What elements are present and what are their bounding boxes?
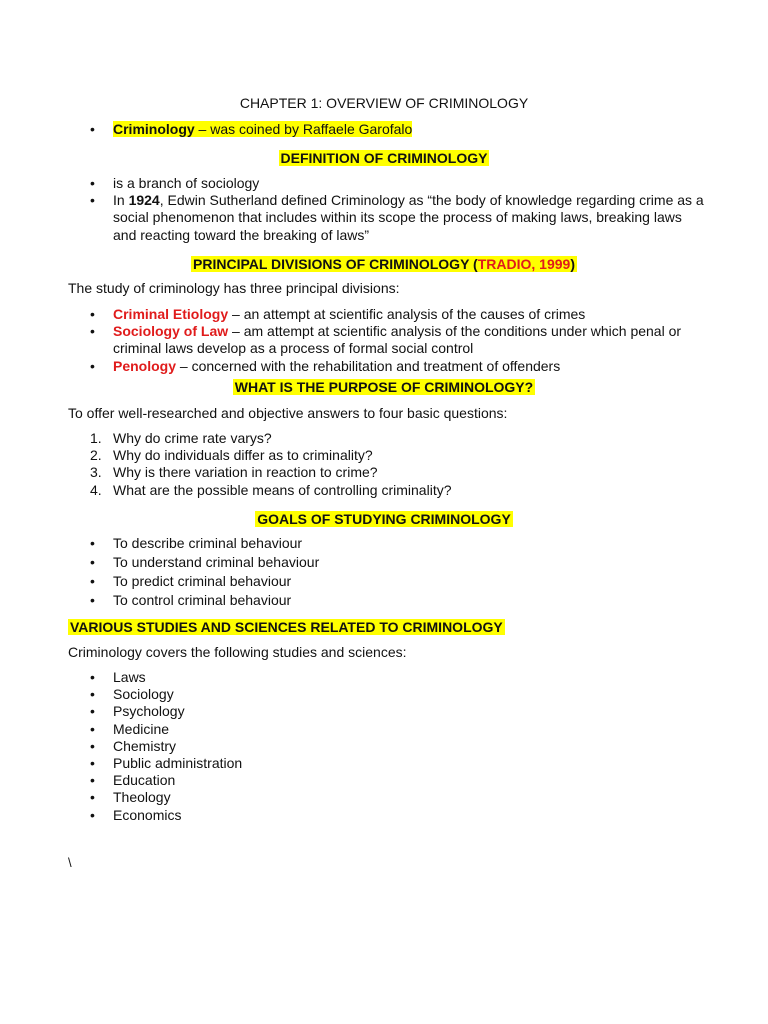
- study-item: • Chemistry: [68, 738, 708, 755]
- study-item: • Laws: [68, 669, 708, 686]
- intro-term: Criminology: [113, 121, 195, 137]
- intro-text: – was coined by Raffaele Garofalo: [194, 121, 413, 137]
- goal-item: • To predict criminal behaviour: [68, 572, 708, 591]
- studies-heading: VARIOUS STUDIES AND SCIENCES RELATED TO CRIMINOLOGY: [70, 619, 503, 635]
- study-item: • Economics: [68, 807, 708, 824]
- purpose-intro: To offer well-researched and objective answers to four basic questions:: [68, 405, 508, 421]
- divisions-heading: PRINCIPAL DIVISIONS OF CRIMINOLOGY (TRADIO, 1999): [193, 256, 575, 272]
- division-item: • Criminal Etiology – an attempt at scientific analysis of the causes of crimes: [68, 306, 708, 323]
- purpose-heading: WHAT IS THE PURPOSE OF CRIMINOLOGY?: [234, 379, 534, 395]
- division-item: • Sociology of Law – am attempt at scientific analysis of the conditions under which penal or criminal laws develop as a process of formal social control: [68, 323, 708, 357]
- studies-intro: Criminology covers the following studies and sciences:: [68, 644, 407, 660]
- goals-list: [68, 534, 708, 610]
- intro-list: [68, 121, 708, 138]
- list-item: • is a branch of sociology: [68, 175, 708, 192]
- divisions-list: [68, 306, 708, 375]
- divisions-citation: TRADIO, 1999: [477, 256, 571, 272]
- study-item: • Sociology: [68, 686, 708, 703]
- study-item: • Theology: [68, 789, 708, 806]
- page-title: CHAPTER 1: OVERVIEW OF CRIMINOLOGY: [239, 95, 529, 111]
- goals-heading: GOALS OF STUDYING CRIMINOLOGY: [257, 511, 511, 527]
- study-item: • Education: [68, 772, 708, 789]
- question-item: 4. What are the possible means of controlling criminality?: [90, 481, 452, 498]
- study-item: • Medicine: [68, 721, 708, 738]
- goal-item: • To describe criminal behaviour: [68, 534, 708, 553]
- studies-list: [68, 669, 708, 824]
- question-item: 2. Why do individuals differ as to criminality?: [90, 447, 373, 464]
- list-item: [68, 121, 708, 138]
- question-item: 3. Why is there variation in reaction to crime?: [90, 464, 378, 481]
- purpose-questions: [68, 430, 708, 499]
- question-item: 1. Why do crime rate varys?: [90, 430, 272, 446]
- divisions-intro: The study of criminology has three principal divisions:: [68, 280, 400, 296]
- study-item: • Public administration: [68, 755, 708, 772]
- division-item: • Penology – concerned with the rehabilitation and treatment of offenders: [68, 358, 708, 375]
- trailing-mark: \: [68, 855, 72, 870]
- study-item: • Psychology: [68, 703, 708, 720]
- definition-heading: DEFINITION OF CRIMINOLOGY: [280, 150, 488, 166]
- goal-item: • To understand criminal behaviour: [68, 553, 708, 572]
- definition-year: 1924: [128, 192, 160, 209]
- list-item: • In 1924, Edwin Sutherland defined Criminology as “the body of knowledge regarding crime as a social phenomenon that includes within its scope the process of making laws, breaking laws and reacting toward the breaking of laws”: [68, 192, 708, 244]
- definition-list: [68, 175, 708, 244]
- goal-item: • To control criminal behaviour: [68, 591, 708, 610]
